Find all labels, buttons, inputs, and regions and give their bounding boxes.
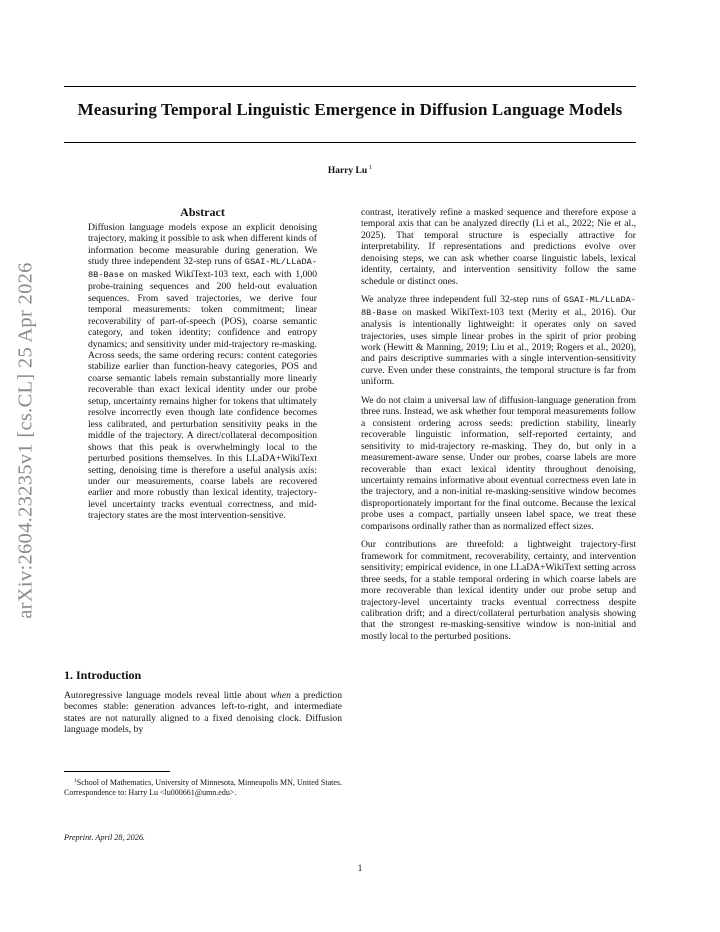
- abstract-body: [88, 222, 317, 529]
- model-name: GSAI-ML/LLaDA-8B-Base: [361, 295, 636, 318]
- arxiv-identifier: [6, 225, 46, 655]
- title-bottom-rule: [64, 142, 636, 143]
- author-name: Harry Lu: [327, 166, 368, 176]
- footnote-rule: [64, 771, 170, 772]
- author-affiliation-marker: 1: [369, 165, 373, 171]
- paragraph: We analyze three independent full 32-step runs of GSAI-ML/LLaDA-8B-Base on masked WikiText-103 text (Merity et al., 2016). Our analysis is intentionally lightweight: it operates only on saved trajectories, uses simple linear probes in the spirit of prior probing work (Hewitt & Manning, 2019; Liu et al., 2019; Rogers et al., 2020), and pairs descriptive summaries with a single intervention-sensitivity curve. Even under these constraints, the temporal structure is far from uniform.: [361, 294, 636, 388]
- paper-title: Measuring Temporal Linguistic Emergence in Diffusion Language Models: [77, 100, 623, 119]
- title-top-rule: [64, 86, 636, 87]
- introduction-paragraph: Autoregressive language models reveal little about when a prediction becomes stable: generation advances left-to-right, and intermediate states are not naturally aligned to a fixed denoising clock. Diffusion language models, by: [64, 690, 343, 736]
- paragraph: We do not claim a universal law of diffusion-language generation from three runs. Instead, we ask whether four temporal measurements follow a consistent ordering across seeds: prediction stability, linearly recoverable linguistic information, self-reported certainty, and sensitivity to mid-trajectory re-masking. They do, but only in a measurement-aware sense. Under our probes, coarse labels are more recoverable than exact lexical identity throughout denoising, uncertainty remains informative about eventual correctness even late in the trajectory, and a non-initial re-masking-sensitive window becomes disproportionately important for the final outcome. Because the lexical probe uses a compact, partially unseen label space, we treat these comparisons ordinally rather than as normalized effect sizes.: [361, 394, 636, 532]
- introduction-body: [64, 690, 342, 743]
- model-name: GSAI-ML/LLaDA-8B-Base: [88, 257, 317, 280]
- page-number: 1: [357, 864, 363, 874]
- abstract-heading: Abstract: [180, 205, 225, 219]
- footnote-text: School of Mathematics, University of Minnesota, Minneapolis MN, United States. Correspondence to: Harry Lu <lu000661@umn.edu>.: [64, 778, 342, 797]
- paragraph: Our contributions are threefold: a lightweight trajectory-first framework for commitment, recoverability, certainty, and intervention sensitivity; empirical evidence, in one LLaDA+WikiText setting across three seeds, for a stable temporal ordering in which coarse labels are more recoverable than lexical identity under our probe setup and trajectory-level uncertainty tracks eventual correctness despite calibration drift; and a direct/collateral perturbation analysis showing that the strongest re-masking-sensitive window is non-initial and mostly local to the perturbed positions.: [361, 539, 636, 642]
- footnote-marker: 1: [74, 778, 77, 784]
- author-line: [64, 165, 636, 176]
- introduction-heading: 1. Introduction: [64, 668, 142, 682]
- preprint-notice: Preprint. April 28, 2026.: [64, 833, 145, 842]
- abstract-paragraph: Diffusion language models expose an explicit denoising trajectory, making it possible to ask when different kinds of information become measurable during generation. We study three independent 32-step runs of GSAI-ML/LLaDA-8B-Base on masked WikiText-103 text, each with 1,000 probe-training sequences and 200 held-out evaluation sequences. From saved trajectories, we derive four temporal measurements: token commitment; linear recoverability of part-of-speech (POS), coarse semantic category, and token identity; confidence and entropy dynamics; and sensitivity under mid-trajectory re-masking. Across seeds, the same ordering recurs: content categories stabilize earlier than function-heavy categories, POS and coarse semantic labels remain substantially more linearly recoverable than exact lexical identity under our probe setup, uncertainty remains higher for tokens that ultimately resolve incorrectly even though late confidence becomes less calibrated, and perturbation sensitivity peaks in the middle of the trajectory. A direct/collateral decomposition shows that this peak is overwhelmingly local to the perturbed positions themselves. In this LLaDA+WikiText setting, denoising time is therefore a useful analysis axis: under our measurements, coarse labels are recovered earlier and more robustly than lexical identity, trajectory-level uncertainty tracks eventual correctness, and mid-trajectory states are the most intervention-sensitive.: [88, 222, 317, 522]
- emphasis-when: when: [270, 690, 291, 701]
- footnote: [64, 777, 342, 797]
- paragraph: contrast, iteratively refine a masked sequence and therefore expose a temporal axis that can be analyzed directly (Li et al., 2022; Nie et al., 2025). That temporal structure is especially attractive for interpretability. If representations and predictions evolve over denoising steps, we can ask whether coarse linguistic labels, lexical identity, certainty, and intervention sensitivity follow the same schedule or distinct ones.: [361, 207, 636, 287]
- arxiv-identifier-text: arXiv:2604.23235v1 [cs.CL] 25 Apr 2026: [14, 261, 37, 619]
- right-column-body: [361, 207, 636, 649]
